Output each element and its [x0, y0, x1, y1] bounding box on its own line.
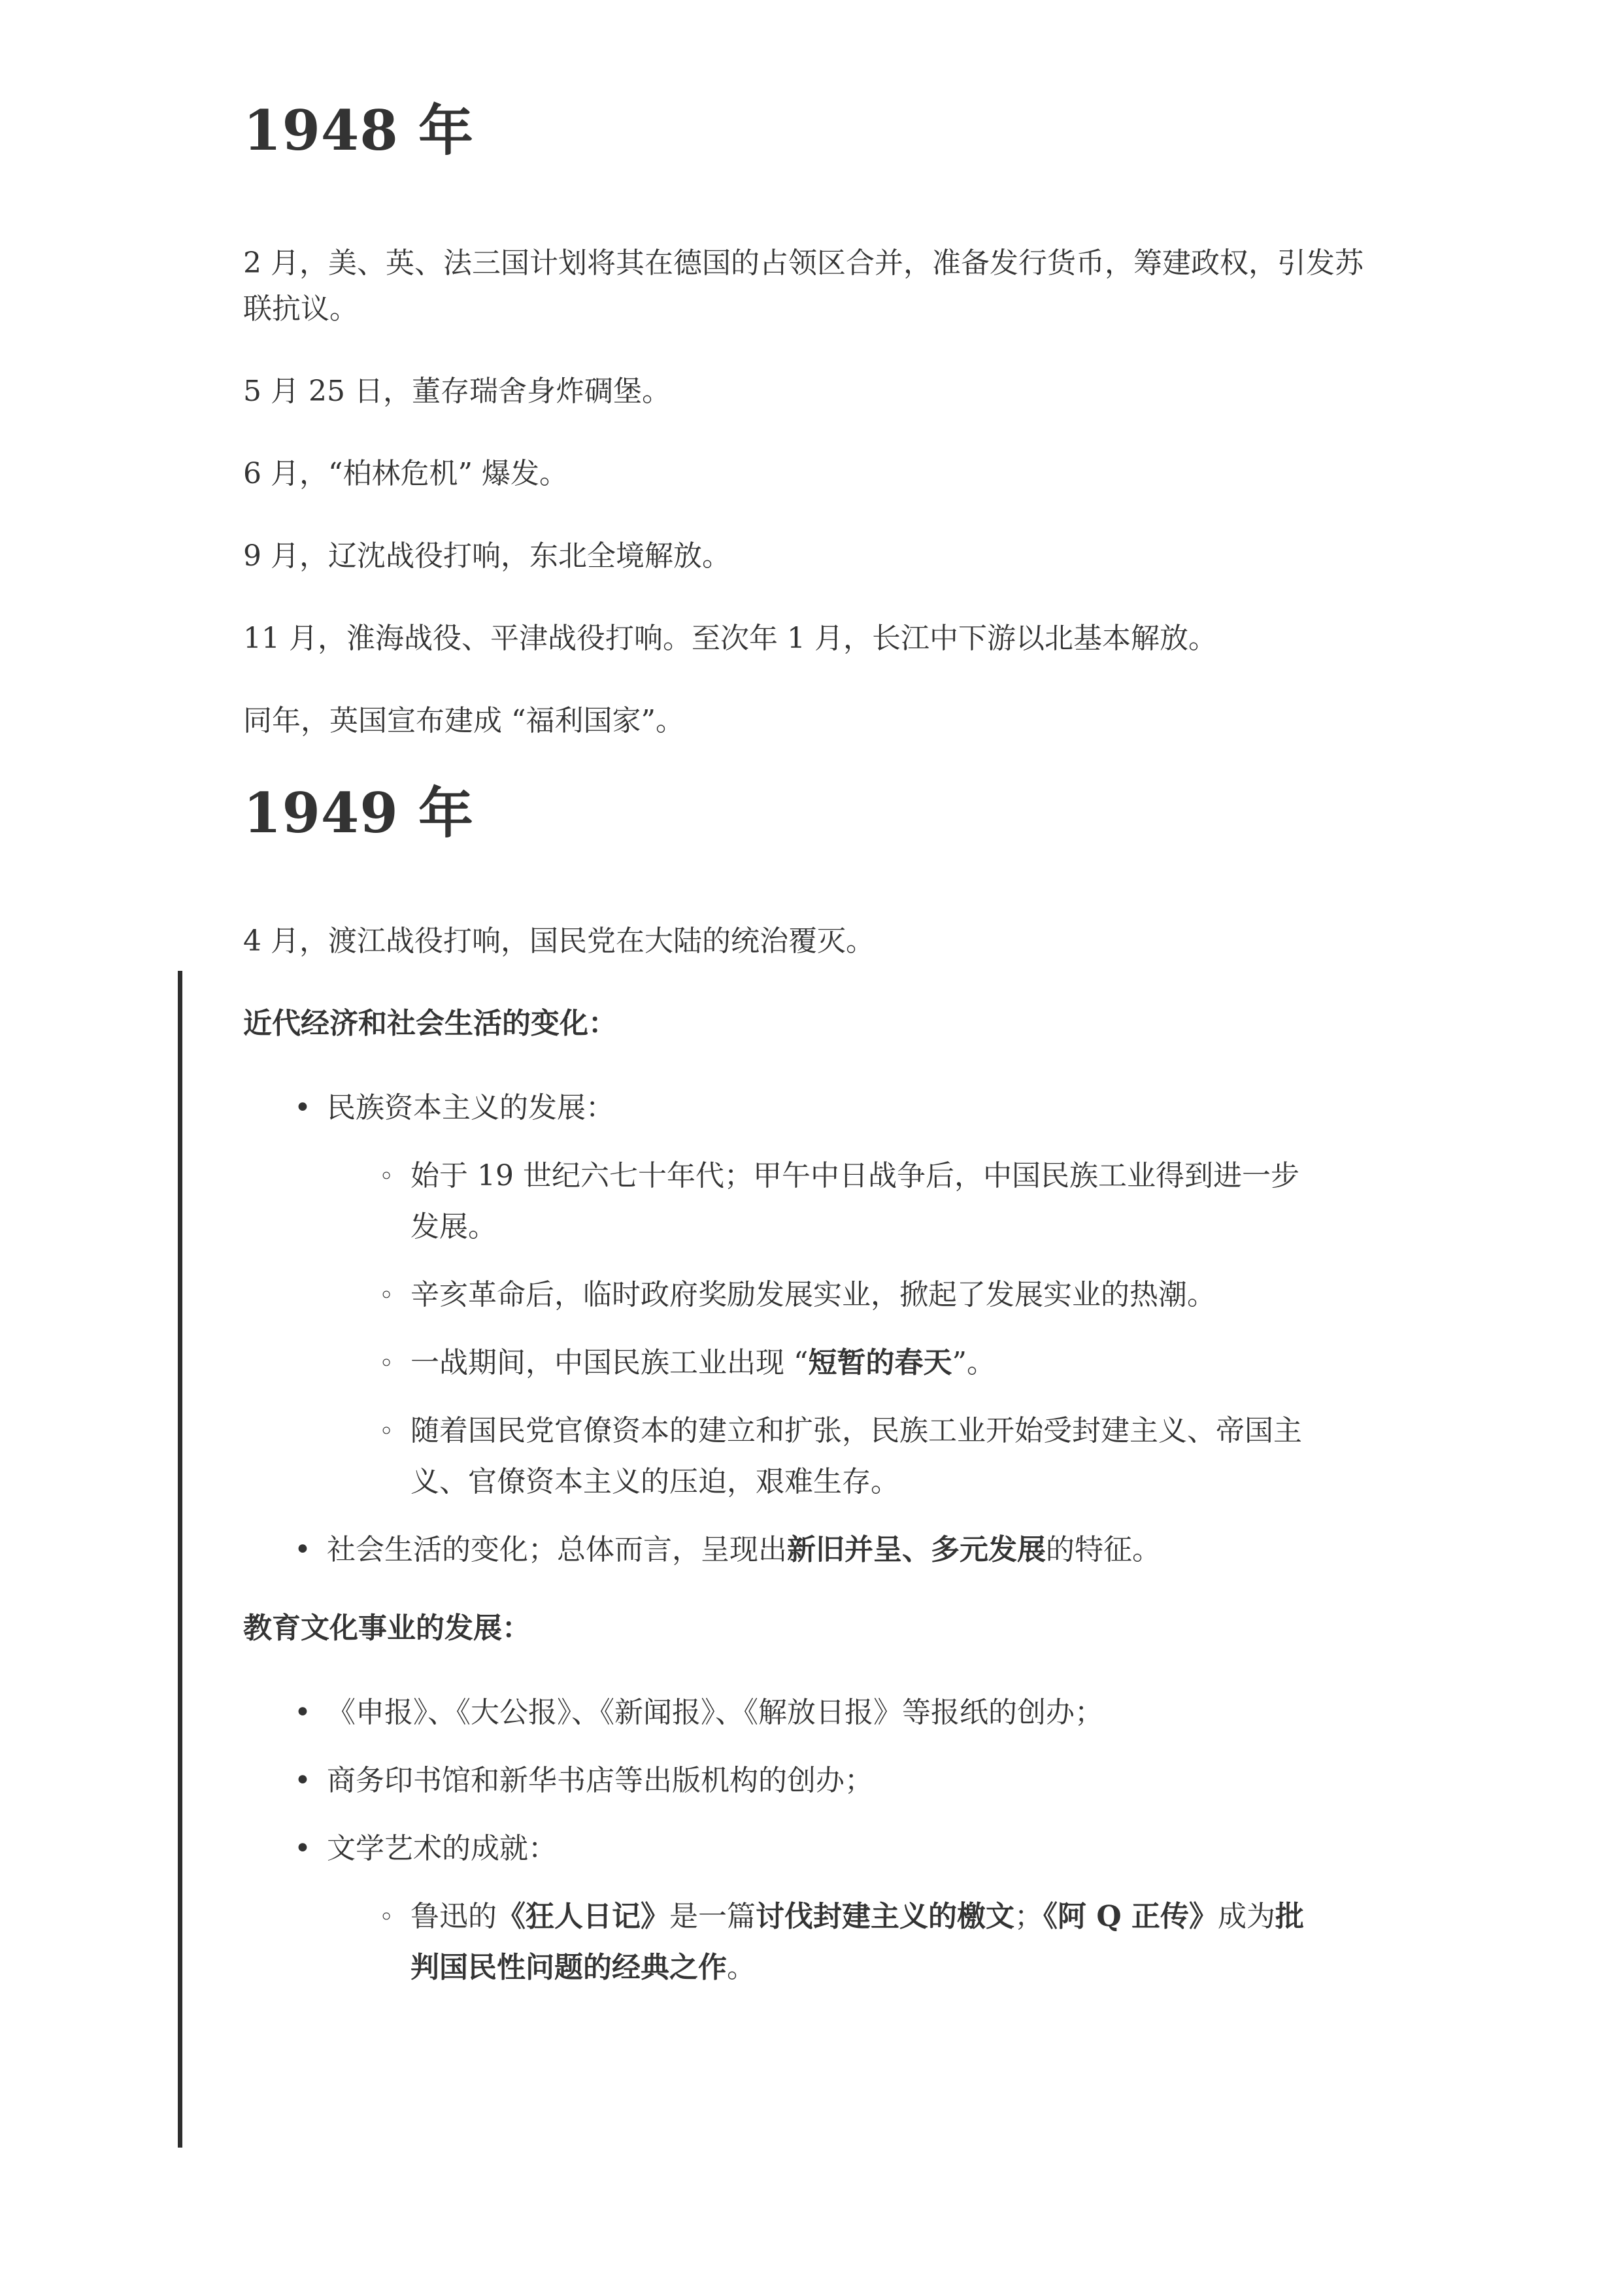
circle-bullet-icon: ◦: [379, 1280, 394, 1309]
text-run: ；: [1014, 1899, 1043, 1933]
disc-bullet-icon: •: [294, 1695, 311, 1729]
list-item-literature: [243, 1823, 1380, 1993]
circle-bullet-icon: ◦: [379, 1348, 394, 1377]
summary-blockquote: [243, 1001, 1380, 1993]
sublist-item: [327, 1270, 1306, 1321]
sublist-item-text: 始于 19 世纪六七十年代；甲午中日战争后，中国民族工业得到进一步发展。: [410, 1158, 1299, 1243]
disc-bullet-icon: •: [294, 1831, 311, 1865]
sublist-item-text: 随着国民党官僚资本的建立和扩张，民族工业开始受封建主义、帝国主义、官僚资本主义的压迫，艰难生存。: [410, 1413, 1302, 1498]
text-run: 鲁迅的: [410, 1899, 497, 1933]
event-1948-nov: 11 月，淮海战役、平津战役打响。至次年 1 月，长江中下游以北基本解放。: [243, 621, 1217, 655]
list-item-text-before: 社会生活的变化；总体而言，呈现出: [327, 1532, 787, 1566]
blockquote-bar: [178, 971, 182, 2148]
event-1948-jun: 6 月，“柏林危机” 爆发。: [243, 456, 568, 490]
sublist-item: [327, 1406, 1306, 1508]
bold-phrase: 《阿 Q 正传》: [1043, 1899, 1218, 1933]
bold-phrase: 短暂的春天: [808, 1345, 952, 1379]
heading-1949: 1949 年: [243, 780, 475, 845]
list-item-publishers: [243, 1755, 1380, 1806]
event-1949-apr: 4 月，渡江战役打响，国民党在大陆的统治覆灭。: [243, 924, 875, 958]
event-1948-same-year: 同年，英国宣布建成 “福利国家”。: [243, 703, 684, 737]
disc-bullet-icon: •: [294, 1763, 311, 1797]
circle-bullet-icon: ◦: [379, 1416, 394, 1445]
list-item-label: 民族资本主义的发展：: [327, 1090, 614, 1124]
sublist-item: [327, 1151, 1306, 1253]
education-list: [243, 1687, 1380, 1993]
event-1948-feb: 2 月，美、英、法三国计划将其在德国的占领区合并，准备发行货币，筹建政权，引发苏联抗议。: [243, 246, 1364, 326]
education-section-title: 教育文化事业的发展：: [243, 1611, 531, 1645]
sublist-item: [327, 1338, 1306, 1389]
list-item-national-capitalism: [243, 1083, 1380, 1508]
bold-phrase: 新旧并呈、多元发展: [787, 1532, 1046, 1566]
event-1948-may: 5 月 25 日，董存瑞舍身炸碉堡。: [243, 374, 671, 408]
sublist-item-text-before: 一战期间，中国民族工业出现 “: [410, 1345, 809, 1379]
disc-bullet-icon: •: [294, 1090, 311, 1124]
event-1948-sep: 9 月，辽沈战役打响，东北全境解放。: [243, 539, 731, 573]
list-item-label: 文学艺术的成就：: [327, 1831, 557, 1865]
circle-bullet-icon: ◦: [379, 1161, 394, 1190]
list-item-text: 商务印书馆和新华书店等出版机构的创办；: [327, 1763, 873, 1797]
literature-sublist: [243, 1891, 1380, 1993]
list-item-newspapers: [243, 1687, 1380, 1738]
list-item-text-after: 的特征。: [1046, 1532, 1161, 1566]
text-run: 是一篇: [669, 1899, 756, 1933]
economy-section-title: 近代经济和社会生活的变化：: [243, 1006, 617, 1040]
circle-bullet-icon: ◦: [379, 1902, 394, 1931]
document-page: [243, 98, 1380, 2010]
bold-phrase: 《狂人日记》: [497, 1899, 669, 1933]
disc-bullet-icon: •: [294, 1532, 311, 1566]
list-item-text: 《申报》、《大公报》、《新闻报》、《解放日报》等报纸的创办；: [327, 1695, 1103, 1729]
list-item-social-life: [243, 1525, 1380, 1576]
text-run: 成为: [1217, 1899, 1275, 1933]
sublist-item-text-after: ”。: [952, 1345, 996, 1379]
sublist-item: [327, 1891, 1306, 1993]
national-capitalism-sublist: [243, 1151, 1380, 1508]
bold-phrase: 讨伐封建主义的檄文: [756, 1899, 1014, 1933]
economy-list: [243, 1083, 1380, 1576]
heading-1948: 1948 年: [243, 98, 475, 163]
text-run: 。: [727, 1950, 756, 1984]
bold-phrase: 批判国民性问题的经典之作: [410, 1899, 1304, 1984]
sublist-item-text: 辛亥革命后，临时政府奖励发展实业，掀起了发展实业的热潮。: [410, 1277, 1216, 1311]
